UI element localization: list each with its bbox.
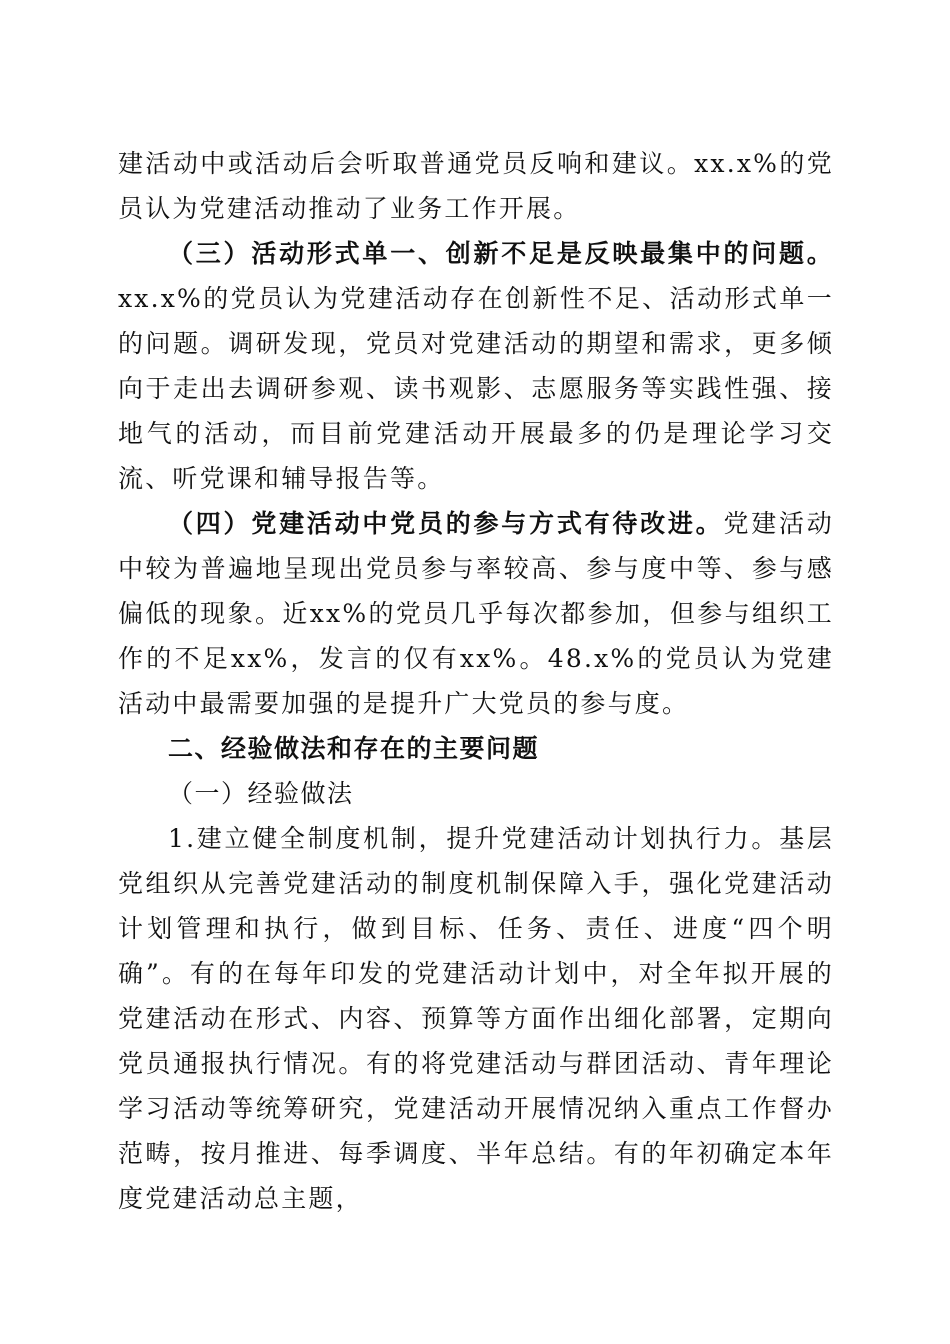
paragraph-item-1 [118,816,834,1221]
paragraph-text: xx.x%的党员认为党建活动存在创新性不足、活动形式单一的问题。调研发现，党员对党建活动的期望和需求，更多倾向于走出去调研参观、读书观影、志愿服务等实践性强、接地气的活动，而目前党建活动开展最多的仍是理论学习交流、听党课和辅导报告等。 [118,284,834,493]
paragraph-four [118,501,834,726]
section-heading: 二、经验做法和存在的主要问题 [168,734,540,763]
item-lead: 1.建立健全制度机制，提升党建活动计划执行力。 [168,824,780,853]
paragraph-text: 建活动中或活动后会听取普通党员反响和建议。xx.x%的党员认为党建活动推动了业务工作开展。 [118,149,834,223]
paragraph-lead: （四）党建活动中党员的参与方式有待改进。 [168,509,724,538]
paragraph-lead: （三）活动形式单一、创新不足是反映最集中的问题。 [168,239,834,268]
paragraph-three [118,231,834,501]
paragraph-text: 党建活动中较为普遍地呈现出党员参与率较高、参与度中等、参与感偏低的现象。近xx%的党员几乎每次都参加，但参与组织工作的不足xx%，发言的仅有xx%。48.x%的党员认为党建活动中最需要加强的是提升广大党员的参与度。 [118,509,834,718]
paragraph-continuation [118,141,834,231]
document-body [118,141,834,1221]
item-text: 基层党组织从完善党建活动的制度机制保障入手，强化党建活动计划管理和执行，做到目标、任务、责任、进度“四个明确”。有的在每年印发的党建活动计划中，对全年拟开展的党建活动在形式、内容、预算等方面作出细化部署，定期向党员通报执行情况。有的将党建活动与群团活动、青年理论学习活动等统筹研究，党建活动开展情况纳入重点工作督办范畴，按月推进、每季调度、半年总结。有的年初确定本年度党建活动总主题， [118,824,834,1213]
subsection-heading: （一）经验做法 [168,779,354,808]
